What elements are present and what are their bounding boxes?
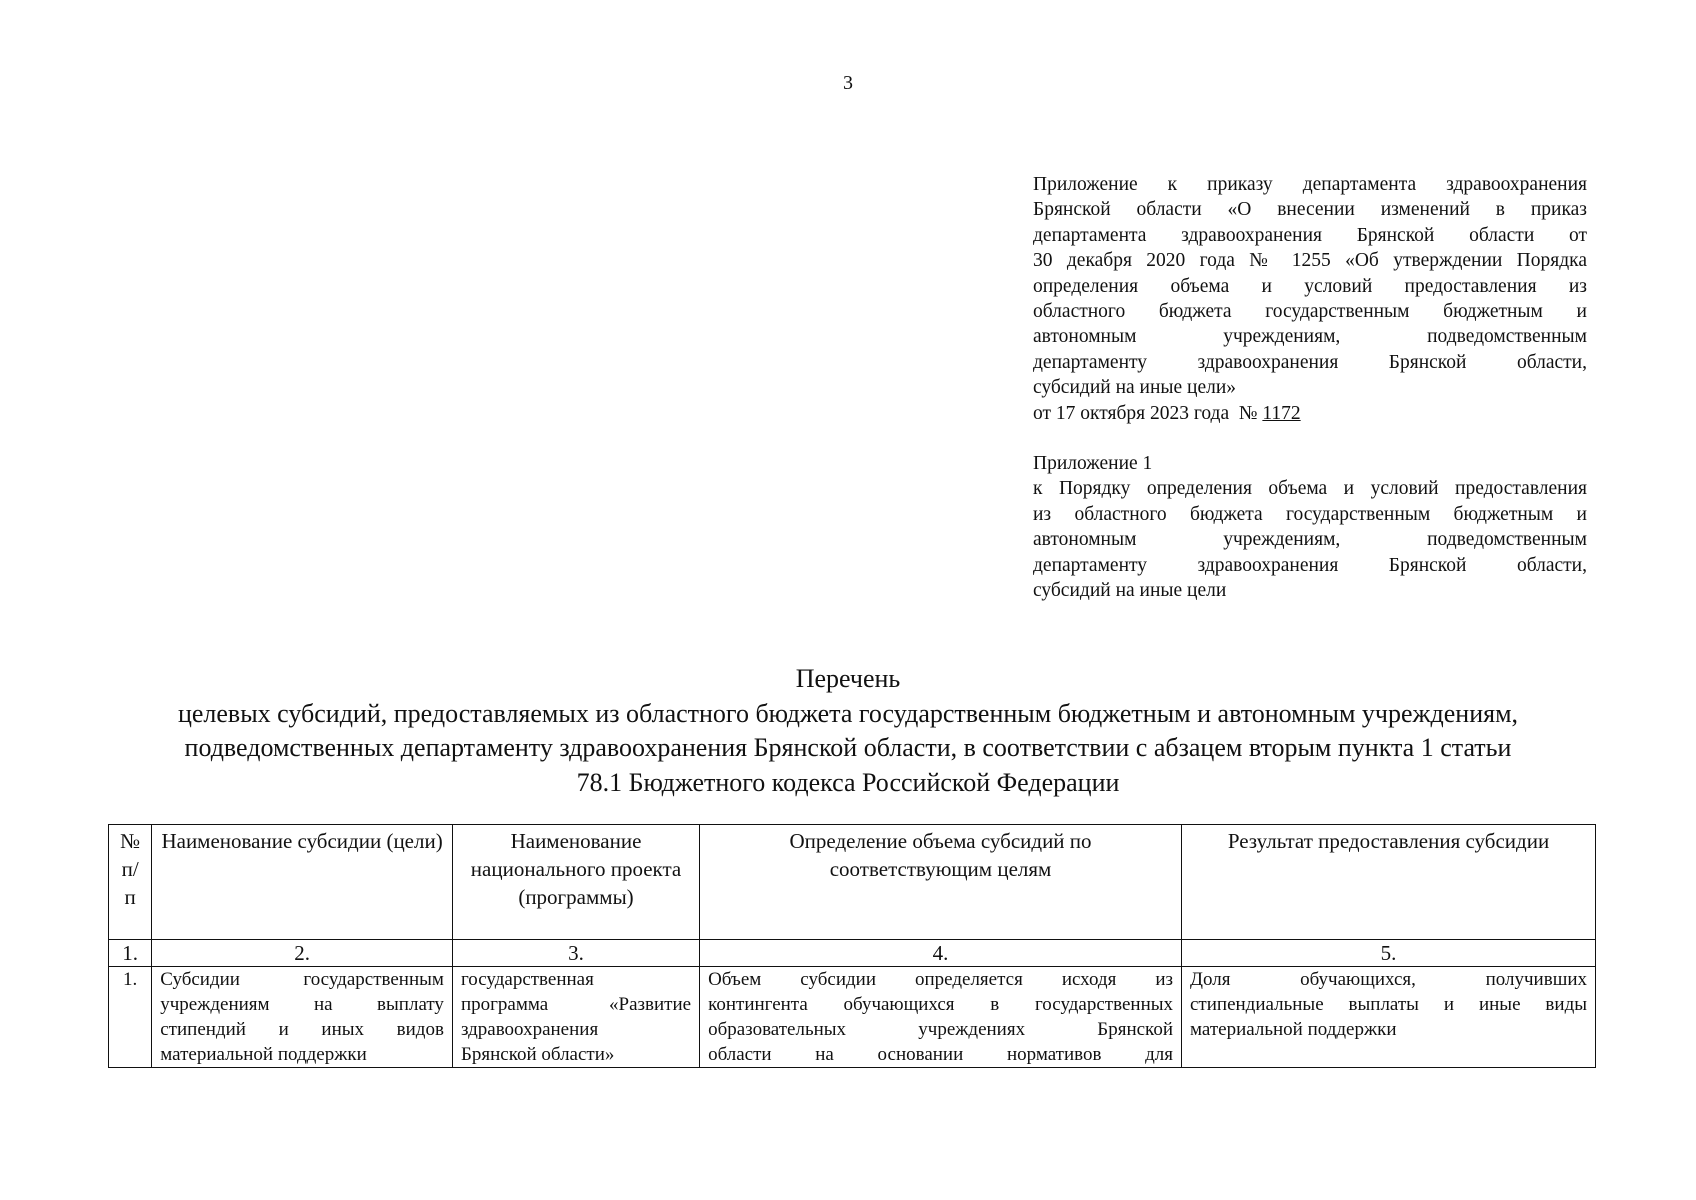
row-result xyxy=(1182,967,1596,1068)
column-number: 2. xyxy=(152,940,453,967)
row-subsidy-name xyxy=(152,967,453,1068)
cell-line: материальной поддержки xyxy=(1190,1019,1397,1040)
header-volume-definition: Определение объема субсидий по соответствующим целям xyxy=(700,825,1182,940)
approval-line: Приложение к приказу департамента здравоохранения xyxy=(1033,174,1587,195)
row-number: 1. xyxy=(109,967,152,1068)
cell-line: Брянской области» xyxy=(460,1044,615,1065)
appendix-line: автономным учреждениям, подведомственным xyxy=(1033,529,1587,551)
appendix-block xyxy=(1033,451,1587,603)
cell-line: Объем субсидии определяется исходя из xyxy=(708,969,1173,990)
cell-line: здравоохранения xyxy=(460,1019,599,1040)
cell-line: Доля обучающихся, получивших xyxy=(1190,969,1587,990)
approval-date: от 17 октября 2023 года № xyxy=(1033,402,1263,424)
cell-line: области на основании нормативов для xyxy=(708,1044,1173,1065)
table-header-row xyxy=(109,825,1596,940)
approval-line: субсидий на иные цели» xyxy=(1033,377,1237,399)
column-number: 3. xyxy=(452,940,699,967)
cell-line: материальной поддержки xyxy=(160,1044,367,1065)
title-heading: Перечень xyxy=(795,664,901,693)
cell-line: стипендий и иных видов xyxy=(160,1019,444,1040)
cell-line: стипендиальные выплаты и иные виды xyxy=(1190,994,1587,1015)
header-number: № п/п xyxy=(109,825,152,940)
document-title xyxy=(110,662,1586,800)
appendix-line: департаменту здравоохранения Брянской области, xyxy=(1033,554,1587,576)
appendix-line: из областного бюджета государственным бюджетным и xyxy=(1033,503,1587,525)
cell-line: контингента обучающихся в государственных xyxy=(708,994,1173,1015)
approval-line: определения объема и условий предоставления из xyxy=(1033,275,1587,297)
header-subsidy-name: Наименование субсидии (цели) xyxy=(152,825,453,940)
cell-line: учреждениям на выплату xyxy=(160,994,444,1015)
row-volume-definition xyxy=(700,967,1182,1068)
appendix-label: Приложение 1 xyxy=(1033,453,1153,474)
table-row xyxy=(109,967,1596,1068)
cell-line: программа «Развитие xyxy=(460,994,692,1015)
cell-line: образовательных учреждениях Брянской xyxy=(708,1019,1173,1040)
approval-order-number: 1172 xyxy=(1262,402,1301,424)
approval-line: 30 декабря 2020 года № 1255 «Об утверждении Порядка xyxy=(1033,250,1587,272)
cell-line: государственная xyxy=(460,969,594,990)
approval-block xyxy=(1033,172,1587,426)
approval-line: автономным учреждениям, подведомственным xyxy=(1033,326,1587,348)
appendix-line: субсидий на иные цели xyxy=(1033,580,1227,602)
title-line: подведомственных департаменту здравоохранения Брянской области, в соответствии с абзацем вторым пункта 1 статьи xyxy=(184,733,1512,762)
appendix-line: к Порядку определения объема и условий предоставления xyxy=(1033,478,1587,500)
column-number: 5. xyxy=(1182,940,1596,967)
title-line: 78.1 Бюджетного кодекса Российской Федерации xyxy=(576,767,1120,797)
subsidy-table xyxy=(108,824,1596,1068)
title-line: целевых субсидий, предоставляемых из областного бюджета государственным бюджетным и автономным учреждениям, xyxy=(177,698,1519,728)
approval-line: департаменту здравоохранения Брянской области, xyxy=(1033,351,1587,373)
approval-reference xyxy=(1033,401,1587,426)
row-national-project xyxy=(452,967,699,1068)
page-number: 3 xyxy=(843,72,853,94)
column-number: 1. xyxy=(109,940,152,967)
table-column-numbers-row xyxy=(109,940,1596,967)
cell-line: Субсидии государственным xyxy=(160,969,444,990)
approval-line: департамента здравоохранения Брянской области от xyxy=(1033,224,1587,246)
header-result: Результат предоставления субсидии xyxy=(1182,825,1596,940)
header-national-project: Наименование национального проекта (программы) xyxy=(452,825,699,940)
column-number: 4. xyxy=(700,940,1182,967)
approval-line: Брянской области «О внесении изменений в приказ xyxy=(1033,199,1587,221)
approval-line: областного бюджета государственным бюджетным и xyxy=(1033,301,1587,323)
